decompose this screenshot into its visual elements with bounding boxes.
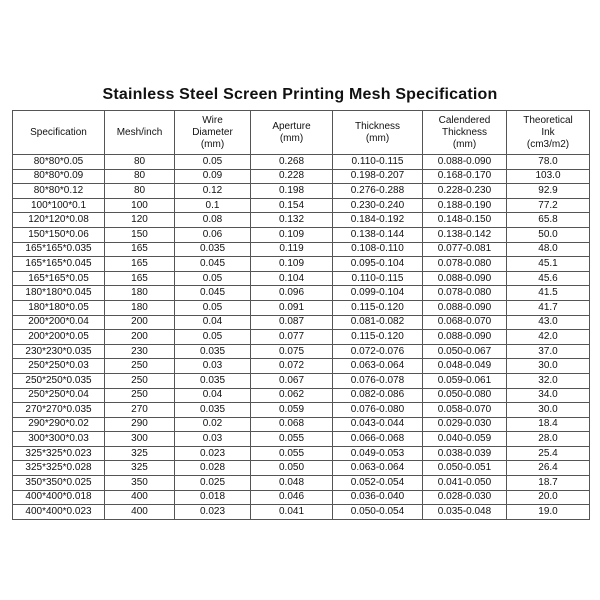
cell-calendered-thickness: 0.058-0.070 bbox=[423, 403, 507, 418]
table-row bbox=[13, 344, 590, 359]
cell-aperture: 0.075 bbox=[251, 344, 333, 359]
cell-aperture: 0.055 bbox=[251, 432, 333, 447]
column-header-line: (mm) bbox=[365, 132, 390, 144]
cell-aperture: 0.068 bbox=[251, 417, 333, 432]
cell-theoretical-ink: 25.4 bbox=[507, 446, 590, 461]
cell-calendered-thickness: 0.038-0.039 bbox=[423, 446, 507, 461]
cell-theoretical-ink: 34.0 bbox=[507, 388, 590, 403]
cell-mesh-inch: 150 bbox=[105, 227, 175, 242]
cell-specification: 180*180*0.05 bbox=[13, 300, 105, 315]
cell-mesh-inch: 120 bbox=[105, 213, 175, 228]
cell-specification: 270*270*0.035 bbox=[13, 403, 105, 418]
cell-calendered-thickness: 0.068-0.070 bbox=[423, 315, 507, 330]
cell-wire-diameter: 0.06 bbox=[175, 227, 251, 242]
column-header-thickness bbox=[333, 111, 423, 155]
cell-aperture: 0.109 bbox=[251, 227, 333, 242]
cell-wire-diameter: 0.05 bbox=[175, 330, 251, 345]
mesh-spec-table bbox=[12, 110, 590, 520]
cell-calendered-thickness: 0.041-0.050 bbox=[423, 476, 507, 491]
cell-mesh-inch: 80 bbox=[105, 184, 175, 199]
cell-wire-diameter: 0.05 bbox=[175, 155, 251, 170]
table-row bbox=[13, 432, 590, 447]
cell-thickness: 0.082-0.086 bbox=[333, 388, 423, 403]
cell-aperture: 0.046 bbox=[251, 490, 333, 505]
cell-calendered-thickness: 0.029-0.030 bbox=[423, 417, 507, 432]
cell-theoretical-ink: 30.0 bbox=[507, 403, 590, 418]
cell-thickness: 0.063-0.064 bbox=[333, 461, 423, 476]
cell-mesh-inch: 100 bbox=[105, 198, 175, 213]
column-header-line: Mesh/inch bbox=[116, 126, 163, 138]
cell-aperture: 0.067 bbox=[251, 373, 333, 388]
cell-thickness: 0.076-0.080 bbox=[333, 403, 423, 418]
cell-theoretical-ink: 42.0 bbox=[507, 330, 590, 345]
cell-mesh-inch: 80 bbox=[105, 169, 175, 184]
cell-wire-diameter: 0.08 bbox=[175, 213, 251, 228]
cell-calendered-thickness: 0.088-0.090 bbox=[423, 155, 507, 170]
cell-thickness: 0.076-0.078 bbox=[333, 373, 423, 388]
cell-specification: 250*250*0.035 bbox=[13, 373, 105, 388]
cell-specification: 80*80*0.12 bbox=[13, 184, 105, 199]
cell-theoretical-ink: 65.8 bbox=[507, 213, 590, 228]
cell-wire-diameter: 0.03 bbox=[175, 359, 251, 374]
column-header-calendered-thickness bbox=[423, 111, 507, 155]
cell-theoretical-ink: 45.6 bbox=[507, 271, 590, 286]
cell-wire-diameter: 0.045 bbox=[175, 257, 251, 272]
cell-calendered-thickness: 0.078-0.080 bbox=[423, 257, 507, 272]
cell-wire-diameter: 0.05 bbox=[175, 271, 251, 286]
cell-aperture: 0.048 bbox=[251, 476, 333, 491]
column-header-line: Specification bbox=[30, 126, 87, 138]
table-row bbox=[13, 155, 590, 170]
cell-wire-diameter: 0.023 bbox=[175, 446, 251, 461]
table-row bbox=[13, 184, 590, 199]
column-header-line: Thickness bbox=[441, 126, 487, 138]
cell-mesh-inch: 200 bbox=[105, 330, 175, 345]
cell-thickness: 0.072-0.076 bbox=[333, 344, 423, 359]
column-header-line: (mm) bbox=[452, 138, 477, 150]
cell-aperture: 0.087 bbox=[251, 315, 333, 330]
cell-aperture: 0.050 bbox=[251, 461, 333, 476]
cell-mesh-inch: 250 bbox=[105, 359, 175, 374]
cell-mesh-inch: 325 bbox=[105, 446, 175, 461]
cell-mesh-inch: 350 bbox=[105, 476, 175, 491]
header-row bbox=[13, 111, 590, 155]
cell-wire-diameter: 0.02 bbox=[175, 417, 251, 432]
table-row bbox=[13, 169, 590, 184]
cell-specification: 80*80*0.05 bbox=[13, 155, 105, 170]
cell-wire-diameter: 0.035 bbox=[175, 373, 251, 388]
cell-mesh-inch: 165 bbox=[105, 271, 175, 286]
cell-aperture: 0.228 bbox=[251, 169, 333, 184]
cell-specification: 165*165*0.05 bbox=[13, 271, 105, 286]
cell-thickness: 0.276-0.288 bbox=[333, 184, 423, 199]
cell-theoretical-ink: 18.4 bbox=[507, 417, 590, 432]
cell-mesh-inch: 400 bbox=[105, 490, 175, 505]
table-row bbox=[13, 315, 590, 330]
cell-calendered-thickness: 0.088-0.090 bbox=[423, 300, 507, 315]
cell-wire-diameter: 0.05 bbox=[175, 300, 251, 315]
cell-thickness: 0.066-0.068 bbox=[333, 432, 423, 447]
table-row bbox=[13, 227, 590, 242]
column-header-line: Diameter bbox=[192, 126, 233, 138]
cell-theoretical-ink: 50.0 bbox=[507, 227, 590, 242]
cell-thickness: 0.110-0.115 bbox=[333, 271, 423, 286]
cell-thickness: 0.115-0.120 bbox=[333, 330, 423, 345]
cell-aperture: 0.268 bbox=[251, 155, 333, 170]
cell-theoretical-ink: 18.7 bbox=[507, 476, 590, 491]
table-row bbox=[13, 476, 590, 491]
cell-mesh-inch: 200 bbox=[105, 315, 175, 330]
column-header-wire-diameter bbox=[175, 111, 251, 155]
cell-specification: 400*400*0.018 bbox=[13, 490, 105, 505]
table-row bbox=[13, 505, 590, 520]
cell-aperture: 0.091 bbox=[251, 300, 333, 315]
cell-calendered-thickness: 0.138-0.142 bbox=[423, 227, 507, 242]
cell-specification: 180*180*0.045 bbox=[13, 286, 105, 301]
cell-specification: 250*250*0.04 bbox=[13, 388, 105, 403]
cell-wire-diameter: 0.035 bbox=[175, 242, 251, 257]
cell-specification: 290*290*0.02 bbox=[13, 417, 105, 432]
cell-wire-diameter: 0.023 bbox=[175, 505, 251, 520]
cell-wire-diameter: 0.035 bbox=[175, 403, 251, 418]
cell-aperture: 0.104 bbox=[251, 271, 333, 286]
cell-thickness: 0.138-0.144 bbox=[333, 227, 423, 242]
table-row bbox=[13, 271, 590, 286]
column-header-mesh-inch bbox=[105, 111, 175, 155]
cell-specification: 150*150*0.06 bbox=[13, 227, 105, 242]
cell-theoretical-ink: 43.0 bbox=[507, 315, 590, 330]
cell-theoretical-ink: 41.5 bbox=[507, 286, 590, 301]
cell-thickness: 0.063-0.064 bbox=[333, 359, 423, 374]
cell-aperture: 0.077 bbox=[251, 330, 333, 345]
table-row bbox=[13, 257, 590, 272]
cell-mesh-inch: 180 bbox=[105, 300, 175, 315]
cell-aperture: 0.198 bbox=[251, 184, 333, 199]
cell-thickness: 0.052-0.054 bbox=[333, 476, 423, 491]
cell-mesh-inch: 300 bbox=[105, 432, 175, 447]
cell-specification: 400*400*0.023 bbox=[13, 505, 105, 520]
cell-calendered-thickness: 0.028-0.030 bbox=[423, 490, 507, 505]
cell-mesh-inch: 180 bbox=[105, 286, 175, 301]
cell-wire-diameter: 0.04 bbox=[175, 388, 251, 403]
cell-thickness: 0.230-0.240 bbox=[333, 198, 423, 213]
column-header-line: Aperture bbox=[272, 120, 311, 132]
table-row bbox=[13, 213, 590, 228]
cell-aperture: 0.072 bbox=[251, 359, 333, 374]
cell-thickness: 0.115-0.120 bbox=[333, 300, 423, 315]
cell-calendered-thickness: 0.048-0.049 bbox=[423, 359, 507, 374]
column-header-line: (mm) bbox=[279, 132, 304, 144]
column-header-theoretical-ink bbox=[507, 111, 590, 155]
cell-thickness: 0.110-0.115 bbox=[333, 155, 423, 170]
cell-specification: 100*100*0.1 bbox=[13, 198, 105, 213]
cell-thickness: 0.050-0.054 bbox=[333, 505, 423, 520]
cell-thickness: 0.036-0.040 bbox=[333, 490, 423, 505]
column-header-specification bbox=[13, 111, 105, 155]
cell-theoretical-ink: 78.0 bbox=[507, 155, 590, 170]
cell-thickness: 0.198-0.207 bbox=[333, 169, 423, 184]
cell-calendered-thickness: 0.035-0.048 bbox=[423, 505, 507, 520]
cell-calendered-thickness: 0.168-0.170 bbox=[423, 169, 507, 184]
cell-thickness: 0.081-0.082 bbox=[333, 315, 423, 330]
cell-calendered-thickness: 0.059-0.061 bbox=[423, 373, 507, 388]
cell-theoretical-ink: 45.1 bbox=[507, 257, 590, 272]
cell-mesh-inch: 270 bbox=[105, 403, 175, 418]
cell-calendered-thickness: 0.228-0.230 bbox=[423, 184, 507, 199]
cell-specification: 325*325*0.023 bbox=[13, 446, 105, 461]
cell-mesh-inch: 250 bbox=[105, 373, 175, 388]
cell-mesh-inch: 165 bbox=[105, 242, 175, 257]
cell-calendered-thickness: 0.088-0.090 bbox=[423, 330, 507, 345]
cell-wire-diameter: 0.04 bbox=[175, 315, 251, 330]
cell-calendered-thickness: 0.050-0.067 bbox=[423, 344, 507, 359]
table-row bbox=[13, 403, 590, 418]
table-row bbox=[13, 373, 590, 388]
cell-calendered-thickness: 0.088-0.090 bbox=[423, 271, 507, 286]
cell-thickness: 0.099-0.104 bbox=[333, 286, 423, 301]
cell-wire-diameter: 0.045 bbox=[175, 286, 251, 301]
table-row bbox=[13, 446, 590, 461]
cell-theoretical-ink: 20.0 bbox=[507, 490, 590, 505]
cell-specification: 250*250*0.03 bbox=[13, 359, 105, 374]
cell-aperture: 0.119 bbox=[251, 242, 333, 257]
cell-aperture: 0.132 bbox=[251, 213, 333, 228]
cell-specification: 80*80*0.09 bbox=[13, 169, 105, 184]
table-title: Stainless Steel Screen Printing Mesh Specification bbox=[102, 86, 498, 103]
cell-specification: 300*300*0.03 bbox=[13, 432, 105, 447]
cell-mesh-inch: 80 bbox=[105, 155, 175, 170]
column-header-line: (mm) bbox=[200, 138, 225, 150]
cell-theoretical-ink: 19.0 bbox=[507, 505, 590, 520]
cell-wire-diameter: 0.1 bbox=[175, 198, 251, 213]
cell-aperture: 0.109 bbox=[251, 257, 333, 272]
cell-aperture: 0.096 bbox=[251, 286, 333, 301]
cell-specification: 165*165*0.045 bbox=[13, 257, 105, 272]
cell-aperture: 0.154 bbox=[251, 198, 333, 213]
cell-calendered-thickness: 0.040-0.059 bbox=[423, 432, 507, 447]
cell-theoretical-ink: 26.4 bbox=[507, 461, 590, 476]
table-row bbox=[13, 198, 590, 213]
cell-specification: 165*165*0.035 bbox=[13, 242, 105, 257]
cell-specification: 350*350*0.025 bbox=[13, 476, 105, 491]
column-header-line: Calendered bbox=[438, 114, 491, 126]
cell-thickness: 0.049-0.053 bbox=[333, 446, 423, 461]
table-row bbox=[13, 388, 590, 403]
cell-calendered-thickness: 0.188-0.190 bbox=[423, 198, 507, 213]
cell-mesh-inch: 290 bbox=[105, 417, 175, 432]
column-header-aperture bbox=[251, 111, 333, 155]
cell-wire-diameter: 0.035 bbox=[175, 344, 251, 359]
table-body bbox=[13, 155, 590, 520]
cell-specification: 230*230*0.035 bbox=[13, 344, 105, 359]
table-row bbox=[13, 330, 590, 345]
cell-theoretical-ink: 30.0 bbox=[507, 359, 590, 374]
cell-thickness: 0.108-0.110 bbox=[333, 242, 423, 257]
cell-thickness: 0.095-0.104 bbox=[333, 257, 423, 272]
cell-aperture: 0.062 bbox=[251, 388, 333, 403]
cell-wire-diameter: 0.025 bbox=[175, 476, 251, 491]
cell-theoretical-ink: 77.2 bbox=[507, 198, 590, 213]
cell-specification: 200*200*0.04 bbox=[13, 315, 105, 330]
table-row bbox=[13, 417, 590, 432]
column-header-line: Thickness bbox=[354, 120, 400, 132]
cell-specification: 200*200*0.05 bbox=[13, 330, 105, 345]
table-row bbox=[13, 461, 590, 476]
table-row bbox=[13, 242, 590, 257]
cell-wire-diameter: 0.03 bbox=[175, 432, 251, 447]
column-header-line: Theoretical bbox=[523, 114, 573, 126]
cell-mesh-inch: 325 bbox=[105, 461, 175, 476]
cell-wire-diameter: 0.12 bbox=[175, 184, 251, 199]
cell-theoretical-ink: 41.7 bbox=[507, 300, 590, 315]
table-row bbox=[13, 359, 590, 374]
cell-specification: 325*325*0.028 bbox=[13, 461, 105, 476]
cell-theoretical-ink: 48.0 bbox=[507, 242, 590, 257]
cell-wire-diameter: 0.09 bbox=[175, 169, 251, 184]
cell-theoretical-ink: 92.9 bbox=[507, 184, 590, 199]
cell-thickness: 0.043-0.044 bbox=[333, 417, 423, 432]
cell-mesh-inch: 250 bbox=[105, 388, 175, 403]
cell-aperture: 0.059 bbox=[251, 403, 333, 418]
cell-mesh-inch: 165 bbox=[105, 257, 175, 272]
table-row bbox=[13, 300, 590, 315]
cell-specification: 120*120*0.08 bbox=[13, 213, 105, 228]
column-header-line: Wire bbox=[202, 114, 223, 126]
cell-mesh-inch: 230 bbox=[105, 344, 175, 359]
cell-calendered-thickness: 0.078-0.080 bbox=[423, 286, 507, 301]
cell-wire-diameter: 0.028 bbox=[175, 461, 251, 476]
cell-aperture: 0.041 bbox=[251, 505, 333, 520]
cell-aperture: 0.055 bbox=[251, 446, 333, 461]
table-row bbox=[13, 490, 590, 505]
cell-mesh-inch: 400 bbox=[105, 505, 175, 520]
cell-theoretical-ink: 103.0 bbox=[507, 169, 590, 184]
column-header-line: Ink bbox=[541, 126, 555, 138]
cell-thickness: 0.184-0.192 bbox=[333, 213, 423, 228]
cell-theoretical-ink: 32.0 bbox=[507, 373, 590, 388]
cell-calendered-thickness: 0.050-0.080 bbox=[423, 388, 507, 403]
cell-theoretical-ink: 28.0 bbox=[507, 432, 590, 447]
cell-wire-diameter: 0.018 bbox=[175, 490, 251, 505]
cell-theoretical-ink: 37.0 bbox=[507, 344, 590, 359]
cell-calendered-thickness: 0.148-0.150 bbox=[423, 213, 507, 228]
cell-calendered-thickness: 0.077-0.081 bbox=[423, 242, 507, 257]
column-header-line: (cm3/m2) bbox=[526, 138, 570, 150]
cell-calendered-thickness: 0.050-0.051 bbox=[423, 461, 507, 476]
table-row bbox=[13, 286, 590, 301]
